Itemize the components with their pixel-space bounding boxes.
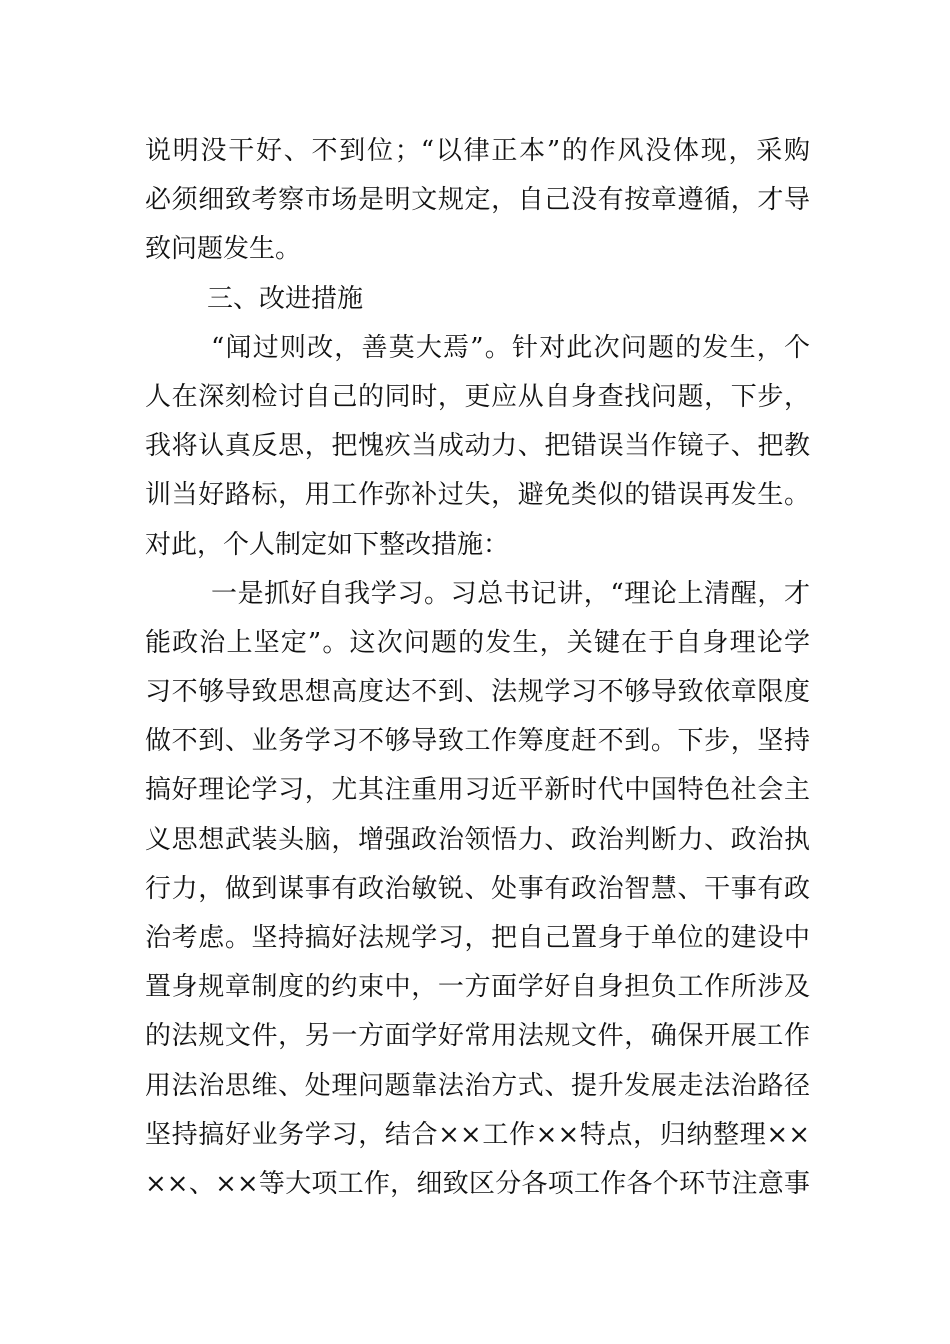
- text-line: “闻过则改，善莫大焉”。针对此次问题的发生，个: [211, 332, 810, 363]
- text-line: 置身规章制度的约束中，一方面学好自身担负工作所涉及: [145, 972, 810, 1003]
- text-line: 一是抓好自我学习。习总书记讲，“理论上清醒，才: [211, 578, 810, 609]
- text-line: 用法治思维、处理问题靠法治方式、提升发展走法治路径: [145, 1070, 810, 1101]
- text-line: 说明没干好、不到位；“以律正本”的作风没体现，采购: [145, 136, 810, 166]
- text-line: ××、××等大项工作，细致区分各项工作各个环节注意事: [145, 1168, 810, 1199]
- text-line: 治考虑。坚持搞好法规学习，把自己置身于单位的建设中: [145, 923, 810, 953]
- text-line: 能政治上坚定”。这次问题的发生，关键在于自身理论学: [145, 627, 810, 658]
- text-line: 义思想武装头脑，增强政治领悟力、政治判断力、政治执: [145, 824, 810, 855]
- text-line: 习不够导致思想高度达不到、法规学习不够导致依章限度: [145, 677, 810, 708]
- document-body: [145, 127, 810, 1209]
- text-line: 行力，做到谋事有政治敏锐、处事有政治智慧、干事有政: [145, 873, 810, 904]
- text-line: 我将认真反思，把愧疚当成动力、把错误当作镜子、把教: [145, 431, 810, 462]
- text-line: 坚持搞好业务学习，结合××工作××特点，归纳整理××: [145, 1119, 810, 1150]
- text-line: 的法规文件，另一方面学好常用法规文件，确保开展工作: [145, 1021, 810, 1052]
- text-line: 必须细致考察市场是明文规定，自己没有按章遵循，才导: [145, 185, 810, 216]
- text-line: 致问题发生。: [145, 234, 302, 265]
- text-line: 做不到、业务学习不够导致工作筹度赶不到。下步，坚持: [145, 726, 810, 757]
- section-heading: 三、改进措施: [207, 283, 364, 314]
- text-line: 人在深刻检讨自己的同时，更应从自身查找问题，下步，: [145, 381, 810, 412]
- text-line: 训当好路标，用工作弥补过失，避免类似的错误再发生。: [145, 480, 810, 511]
- text-line: 搞好理论学习，尤其注重用习近平新时代中国特色社会主: [145, 775, 810, 806]
- text-line: 对此，个人制定如下整改措施：: [145, 529, 510, 560]
